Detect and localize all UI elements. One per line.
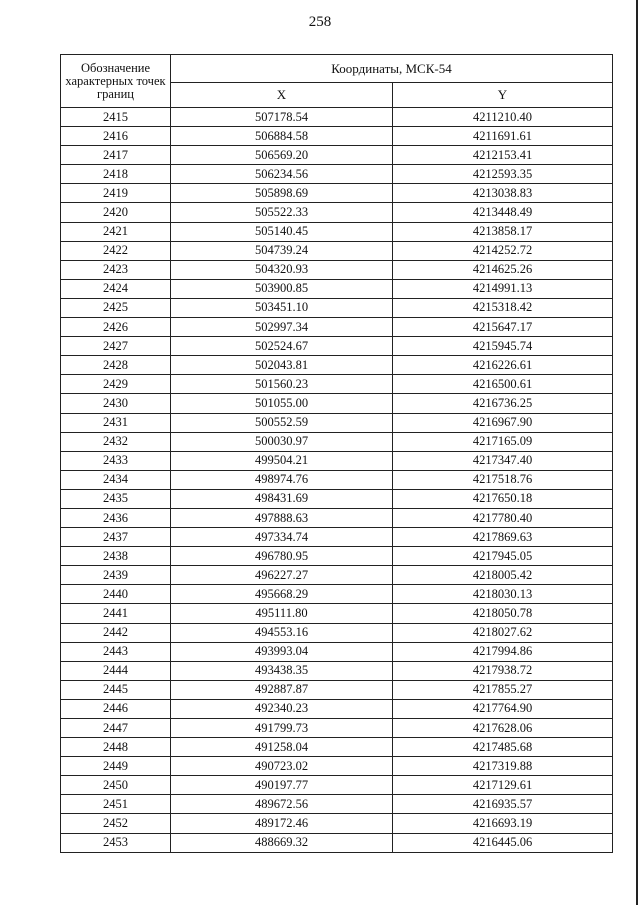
x-coordinate-cell: 501560.23 [171,375,393,394]
y-coordinate-cell: 4214252.72 [393,241,613,260]
point-cell: 2416 [61,127,171,146]
y-coordinate-cell: 4217650.18 [393,489,613,508]
y-coordinate-cell: 4217485.68 [393,738,613,757]
point-cell: 2422 [61,241,171,260]
table-row [61,795,613,814]
y-coordinate-cell: 4213858.17 [393,222,613,241]
point-cell: 2423 [61,260,171,279]
table-row [61,699,613,718]
table-row [61,508,613,527]
x-coordinate-cell: 492340.23 [171,699,393,718]
point-cell: 2452 [61,814,171,833]
point-cell: 2439 [61,566,171,585]
x-coordinate-cell: 504320.93 [171,260,393,279]
table-row [61,604,613,623]
y-column-header: Y [393,83,613,108]
y-coordinate-cell: 4216693.19 [393,814,613,833]
table-row [61,470,613,489]
table-row [61,184,613,203]
y-coordinate-cell: 4212153.41 [393,146,613,165]
table-row [61,298,613,317]
table-row [61,489,613,508]
point-cell: 2419 [61,184,171,203]
x-coordinate-cell: 502043.81 [171,356,393,375]
table-row [61,337,613,356]
point-cell: 2432 [61,432,171,451]
y-coordinate-cell: 4217938.72 [393,661,613,680]
point-cell: 2449 [61,757,171,776]
x-coordinate-cell: 503451.10 [171,298,393,317]
y-coordinate-cell: 4217319.88 [393,757,613,776]
page-edge-line [636,0,638,905]
table-row [61,279,613,298]
point-cell: 2431 [61,413,171,432]
point-cell: 2417 [61,146,171,165]
y-coordinate-cell: 4217780.40 [393,508,613,527]
y-coordinate-cell: 4216226.61 [393,356,613,375]
x-coordinate-cell: 497888.63 [171,508,393,527]
y-coordinate-cell: 4214625.26 [393,260,613,279]
x-coordinate-cell: 489672.56 [171,795,393,814]
point-cell: 2430 [61,394,171,413]
table-row [61,318,613,337]
table-row [61,451,613,470]
x-coordinate-cell: 502524.67 [171,337,393,356]
point-cell: 2441 [61,604,171,623]
x-coordinate-cell: 506234.56 [171,165,393,184]
x-coordinate-cell: 490723.02 [171,757,393,776]
y-coordinate-cell: 4217764.90 [393,699,613,718]
point-cell: 2453 [61,833,171,852]
y-coordinate-cell: 4217994.86 [393,642,613,661]
table-row [61,260,613,279]
y-coordinate-cell: 4218030.13 [393,585,613,604]
point-cell: 2446 [61,699,171,718]
y-coordinate-cell: 4217628.06 [393,719,613,738]
point-cell: 2448 [61,738,171,757]
point-designation-header: Обозначение характерных точек границ [61,55,171,108]
page-number: 258 [308,14,332,30]
table-row [61,528,613,547]
table-row [61,547,613,566]
table-row [61,146,613,165]
point-cell: 2450 [61,776,171,795]
y-coordinate-cell: 4216967.90 [393,413,613,432]
point-cell: 2444 [61,661,171,680]
x-coordinate-cell: 494553.16 [171,623,393,642]
x-coordinate-cell: 506884.58 [171,127,393,146]
coordinates-table [60,54,613,853]
table-row [61,661,613,680]
point-cell: 2438 [61,547,171,566]
point-cell: 2426 [61,318,171,337]
table-row [61,566,613,585]
point-cell: 2429 [61,375,171,394]
x-coordinate-cell: 505140.45 [171,222,393,241]
point-cell: 2415 [61,108,171,127]
y-coordinate-cell: 4213038.83 [393,184,613,203]
y-coordinate-cell: 4216500.61 [393,375,613,394]
x-coordinate-cell: 507178.54 [171,108,393,127]
table-row [61,585,613,604]
x-coordinate-cell: 491258.04 [171,738,393,757]
point-cell: 2421 [61,222,171,241]
x-coordinate-cell: 501055.00 [171,394,393,413]
y-coordinate-cell: 4217165.09 [393,432,613,451]
y-coordinate-cell: 4215318.42 [393,298,613,317]
y-coordinate-cell: 4217129.61 [393,776,613,795]
table-row [61,814,613,833]
y-coordinate-cell: 4211691.61 [393,127,613,146]
x-column-header: X [171,83,393,108]
point-cell: 2436 [61,508,171,527]
y-coordinate-cell: 4218050.78 [393,604,613,623]
table-row [61,375,613,394]
x-coordinate-cell: 498431.69 [171,489,393,508]
point-cell: 2420 [61,203,171,222]
point-cell: 2435 [61,489,171,508]
x-coordinate-cell: 500552.59 [171,413,393,432]
point-cell: 2424 [61,279,171,298]
table-row [61,241,613,260]
x-coordinate-cell: 493993.04 [171,642,393,661]
x-coordinate-cell: 505522.33 [171,203,393,222]
y-coordinate-cell: 4218005.42 [393,566,613,585]
y-coordinate-cell: 4214991.13 [393,279,613,298]
table-row [61,432,613,451]
x-coordinate-cell: 491799.73 [171,719,393,738]
table-row [61,222,613,241]
table-row [61,394,613,413]
point-cell: 2433 [61,451,171,470]
table-row [61,108,613,127]
table-row [61,203,613,222]
y-coordinate-cell: 4217945.05 [393,547,613,566]
y-coordinate-cell: 4217518.76 [393,470,613,489]
table-row [61,642,613,661]
table-body [61,108,613,853]
x-coordinate-cell: 489172.46 [171,814,393,833]
y-coordinate-cell: 4217855.27 [393,680,613,699]
y-coordinate-cell: 4216736.25 [393,394,613,413]
point-cell: 2451 [61,795,171,814]
table-row [61,833,613,852]
point-cell: 2427 [61,337,171,356]
y-coordinate-cell: 4218027.62 [393,623,613,642]
point-cell: 2434 [61,470,171,489]
table-row [61,356,613,375]
table-row [61,165,613,184]
x-coordinate-cell: 496227.27 [171,566,393,585]
y-coordinate-cell: 4213448.49 [393,203,613,222]
table-row [61,757,613,776]
x-coordinate-cell: 502997.34 [171,318,393,337]
y-coordinate-cell: 4212593.35 [393,165,613,184]
point-cell: 2443 [61,642,171,661]
x-coordinate-cell: 503900.85 [171,279,393,298]
x-coordinate-cell: 505898.69 [171,184,393,203]
table-row [61,680,613,699]
y-coordinate-cell: 4216445.06 [393,833,613,852]
point-cell: 2418 [61,165,171,184]
table-row [61,719,613,738]
point-cell: 2445 [61,680,171,699]
y-coordinate-cell: 4215945.74 [393,337,613,356]
x-coordinate-cell: 488669.32 [171,833,393,852]
point-cell: 2442 [61,623,171,642]
point-cell: 2447 [61,719,171,738]
x-coordinate-cell: 490197.77 [171,776,393,795]
y-coordinate-cell: 4211210.40 [393,108,613,127]
x-coordinate-cell: 493438.35 [171,661,393,680]
x-coordinate-cell: 496780.95 [171,547,393,566]
point-cell: 2440 [61,585,171,604]
x-coordinate-cell: 498974.76 [171,470,393,489]
y-coordinate-cell: 4216935.57 [393,795,613,814]
coordinates-group-header: Координаты, МСК-54 [171,55,613,83]
table-row [61,776,613,795]
table-row [61,623,613,642]
y-coordinate-cell: 4217869.63 [393,528,613,547]
y-coordinate-cell: 4215647.17 [393,318,613,337]
x-coordinate-cell: 495668.29 [171,585,393,604]
x-coordinate-cell: 504739.24 [171,241,393,260]
x-coordinate-cell: 500030.97 [171,432,393,451]
table-row [61,413,613,432]
point-cell: 2428 [61,356,171,375]
point-cell: 2425 [61,298,171,317]
x-coordinate-cell: 506569.20 [171,146,393,165]
table-row [61,127,613,146]
table-row [61,738,613,757]
x-coordinate-cell: 499504.21 [171,451,393,470]
x-coordinate-cell: 492887.87 [171,680,393,699]
x-coordinate-cell: 497334.74 [171,528,393,547]
x-coordinate-cell: 495111.80 [171,604,393,623]
point-cell: 2437 [61,528,171,547]
y-coordinate-cell: 4217347.40 [393,451,613,470]
